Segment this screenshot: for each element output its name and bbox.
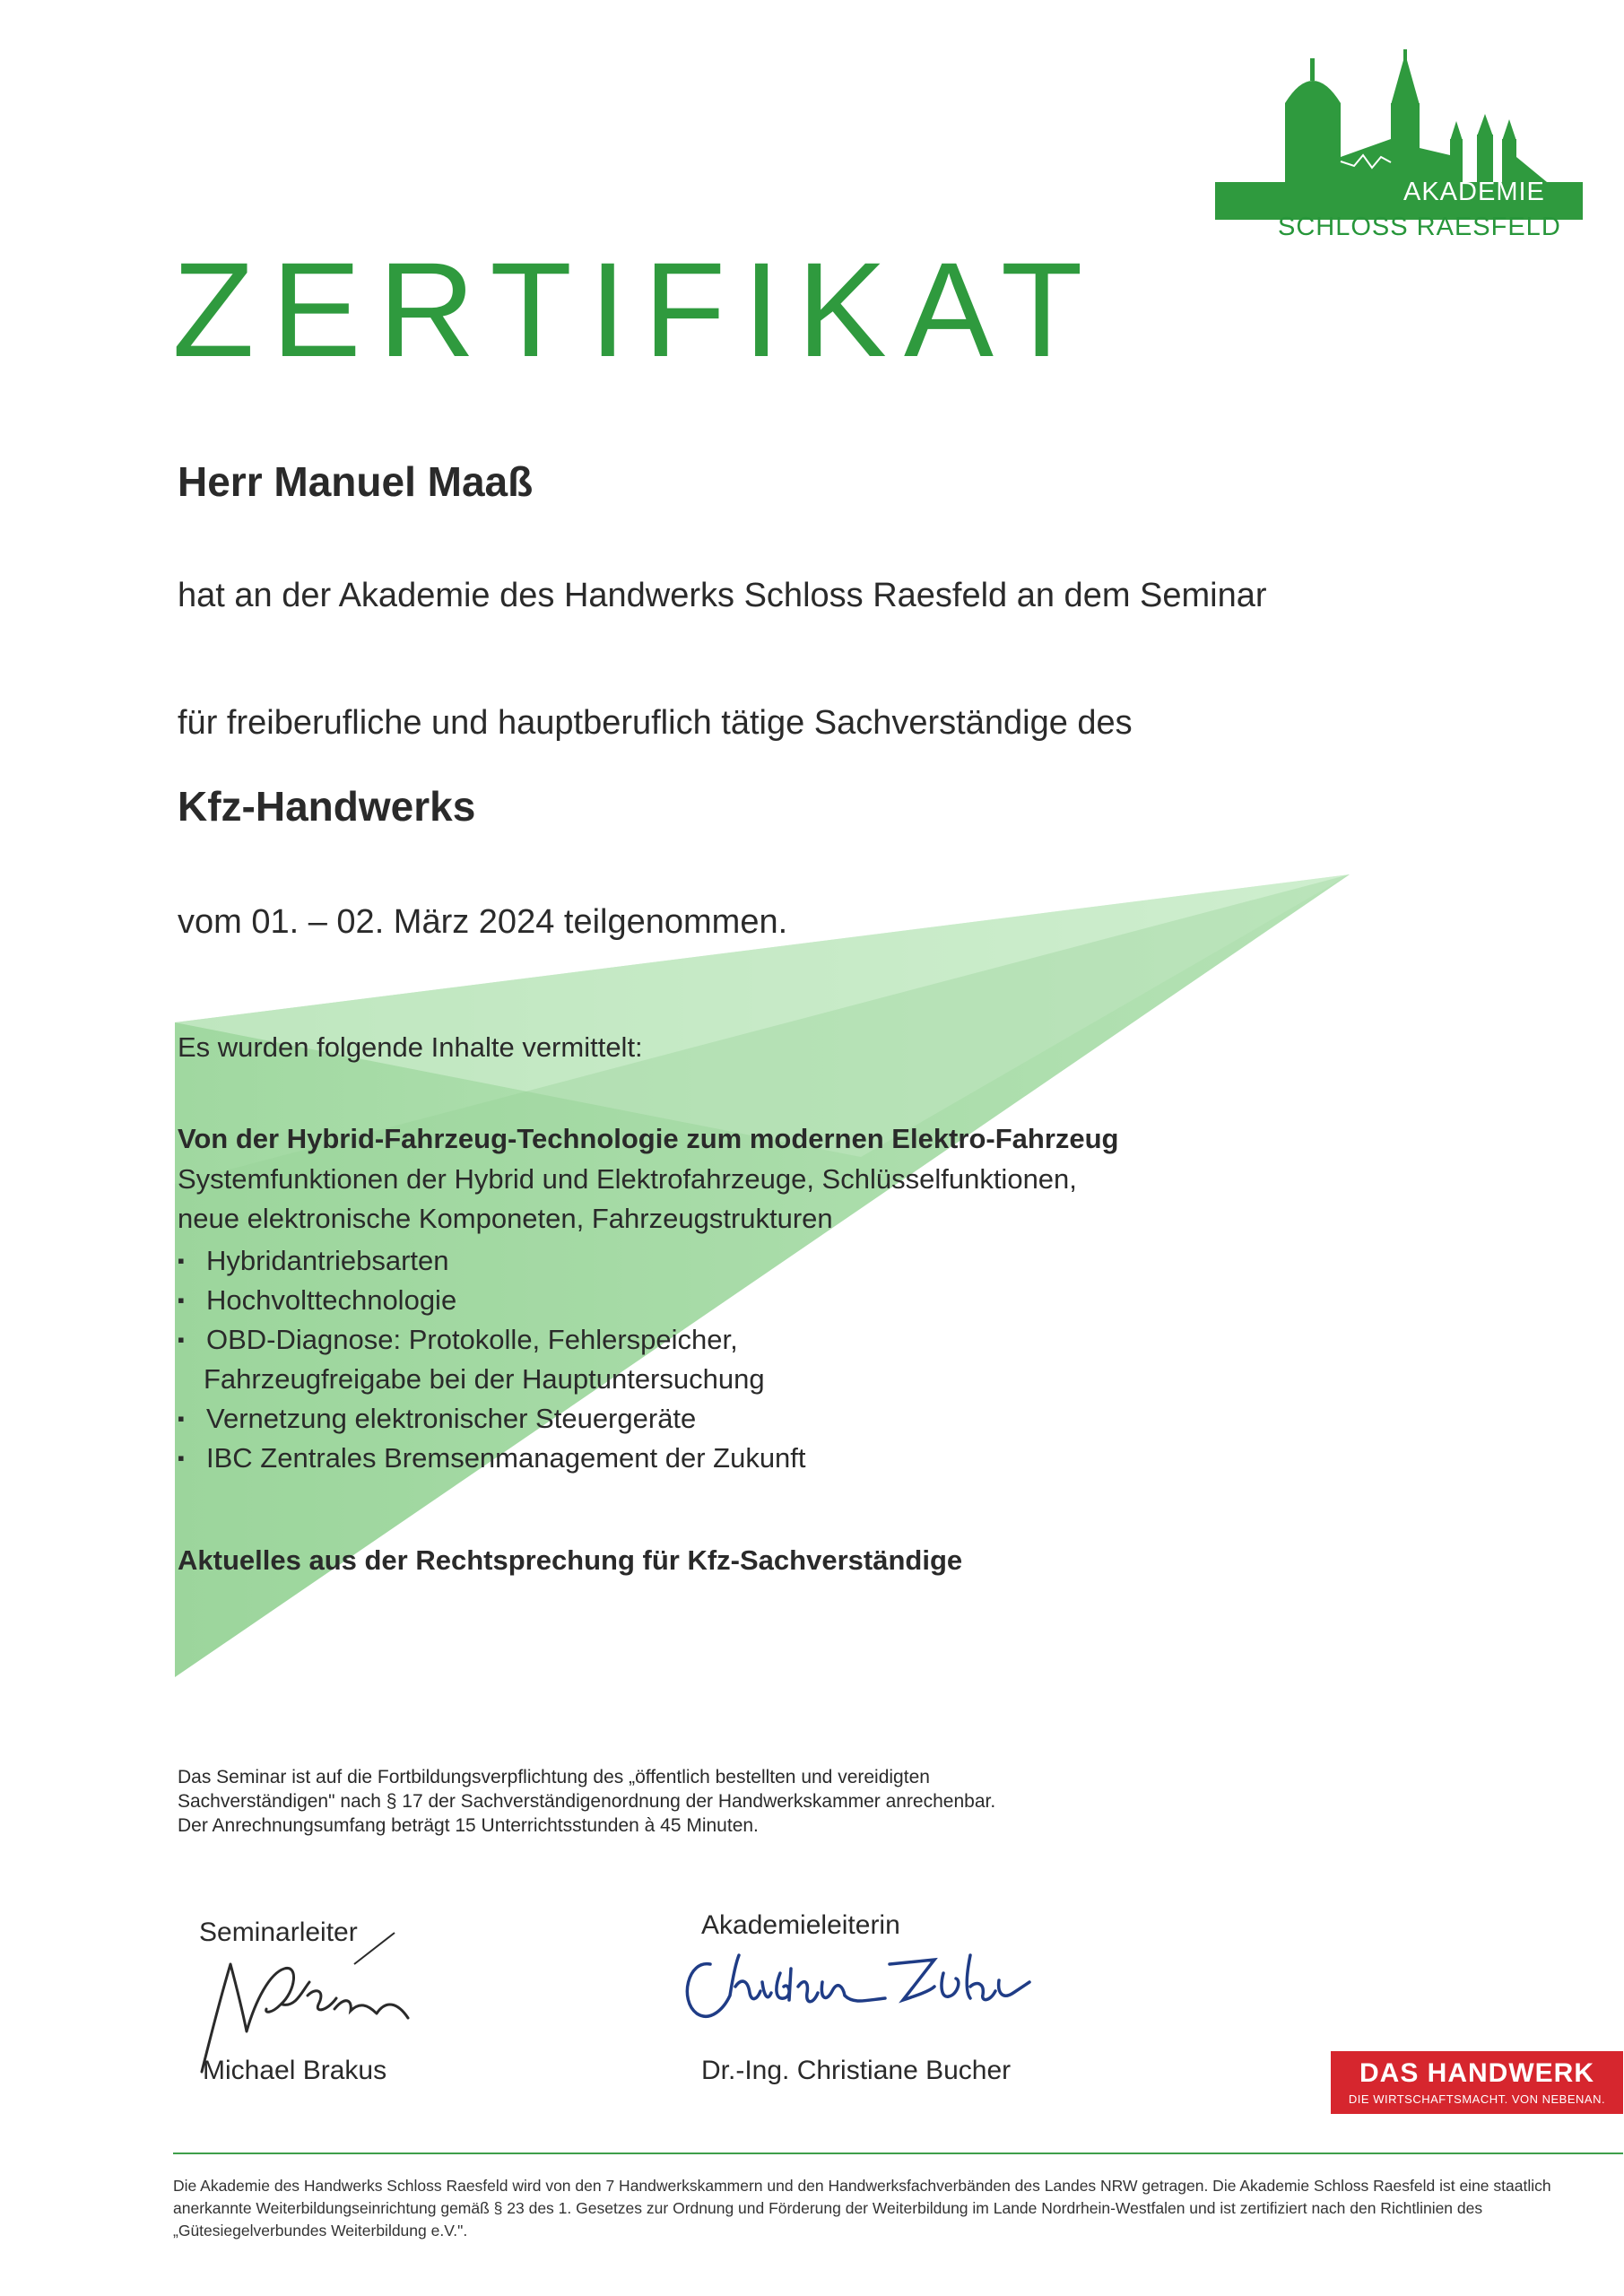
list-item-label: Vernetzung elektronischer Steuergeräte xyxy=(206,1403,697,1434)
topic-2-title: Aktuelles aus der Rechtsprechung für Kfz-Sachverständige xyxy=(178,1544,963,1576)
logo-text-akademie: AKADEMIE xyxy=(1403,178,1545,206)
right-signature-name: Dr.-Ing. Christiane Bucher xyxy=(701,2056,1012,2085)
right-signature-role: Akademieleiterin xyxy=(701,1910,900,1940)
topic-1-title: Von der Hybrid-Fahrzeug-Technologie zum modernen Elektro-Fahrzeug xyxy=(178,1123,1119,1154)
notice-line-3: Der Anrechnungsumfang beträgt 15 Unterrichtsstunden à 45 Minuten. xyxy=(178,1815,759,1836)
das-handwerk-badge xyxy=(1331,2051,1623,2114)
list-item-label: Hybridantriebsarten xyxy=(206,1245,449,1276)
list-item-label: Hochvolttechnologie xyxy=(206,1284,457,1316)
footer-text: Die Akademie des Handwerks Schloss Raesfeld wird von den 7 Handwerkskammern und den Handwerksfachverbänden des Landes NRW getragen. Die Akademie Schloss Raesfeld ist eine staatlich anerkannte Weiterbildungseinrichtung gemäß § 23 des 1. Gesetzes zur Ordnung und Förderung der Weiterbildung im Lande Nordrhein-Westfalen und ist zertifiziert nach den Richtlinien des „Gütesiegelverbundes Weiterbildung e.V.". xyxy=(173,2177,1551,2239)
recipient-name: Herr Manuel Maaß xyxy=(178,458,534,505)
contents-heading: Es wurden folgende Inhalte vermittelt: xyxy=(178,1031,643,1063)
list-item-label: IBC Zentrales Bremsenmanagement der Zukunft xyxy=(206,1442,806,1474)
left-signature-role: Seminarleiter xyxy=(199,1918,358,1947)
list-item xyxy=(178,1281,806,1320)
subject-title: Kfz-Handwerks xyxy=(178,783,476,830)
certificate-title: ZERTIFIKAT xyxy=(172,234,1100,385)
list-item-continuation: Fahrzeugfreigabe bei der Hauptuntersuchung xyxy=(204,1363,765,1395)
topic-bullet-list xyxy=(178,1241,806,1478)
notice-line-1: Das Seminar ist auf die Fortbildungsverpflichtung des „öffentlich bestellten und vereidigten xyxy=(178,1767,930,1787)
bullet-icon: ▪ xyxy=(178,1407,185,1430)
seminar-line: für freiberufliche und hauptberuflich tätige Sachverständige des xyxy=(178,704,1133,742)
date-line: vom 01. – 02. März 2024 teilgenommen. xyxy=(178,903,788,941)
bullet-icon: ▪ xyxy=(178,1447,185,1469)
intro-line: hat an der Akademie des Handwerks Schloss Raesfeld an dem Seminar xyxy=(178,577,1267,614)
list-item xyxy=(178,1439,806,1478)
left-signature-name: Michael Brakus xyxy=(203,2056,387,2085)
handwerk-badge-subtitle: DIE WIRTSCHAFTSMACHT. VON NEBENAN. xyxy=(1348,2092,1606,2106)
notice-line-2: Sachverständigen" nach § 17 der Sachverständigenordnung der Handwerkskammer anrechenbar. xyxy=(178,1791,996,1812)
list-item-label: OBD-Diagnose: Protokolle, Fehlerspeicher, xyxy=(206,1324,738,1355)
list-item xyxy=(178,1399,806,1439)
handwerk-badge-title: DAS HANDWERK xyxy=(1359,2058,1594,2088)
footer-divider xyxy=(173,2152,1623,2154)
bullet-icon: ▪ xyxy=(178,1249,185,1272)
bullet-icon: ▪ xyxy=(178,1289,185,1311)
list-item xyxy=(178,1241,806,1281)
bullet-icon: ▪ xyxy=(178,1328,185,1351)
topic-1-description-line-1: Systemfunktionen der Hybrid und Elektrofahrzeuge, Schlüsselfunktionen, xyxy=(178,1163,1077,1195)
right-signature-icon xyxy=(674,1937,1141,2036)
topic-1-description-line-2: neue elektronische Komponeten, Fahrzeugstrukturen xyxy=(178,1203,833,1234)
logo-text-schloss-raesfeld: SCHLOSS RAESFELD xyxy=(1278,213,1561,241)
list-item xyxy=(178,1320,806,1360)
